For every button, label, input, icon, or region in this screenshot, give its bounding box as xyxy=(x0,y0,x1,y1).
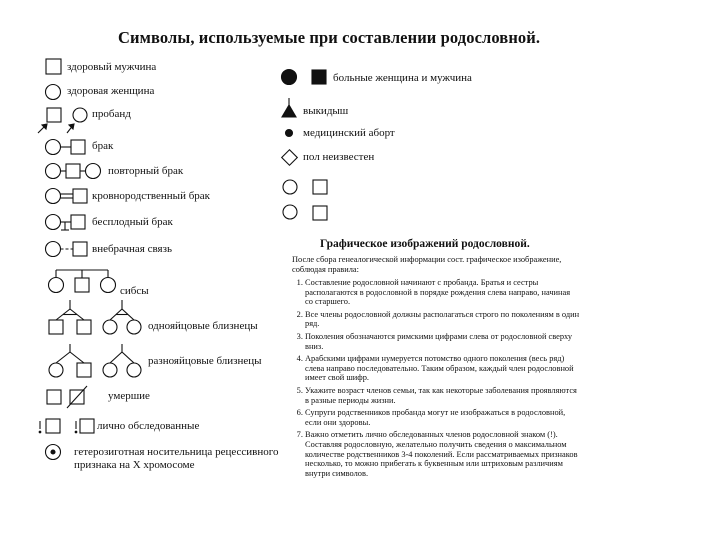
list-item: 1. Составление родословной начинают с пробанда. Братья и сестры располагаются в родословной в порядке рождения слева направо, начиная со старшего. xyxy=(305,278,580,307)
label-repeat-marriage: повторный брак xyxy=(108,165,184,177)
label-sick: больные женщина и мужчина xyxy=(333,72,472,84)
repeat-marriage-icon xyxy=(46,164,101,179)
dizygotic-twins-icon xyxy=(49,344,141,377)
proband-icon xyxy=(38,108,87,133)
list-item: 6. Супруги родственников пробанда могут не изображаться в родословной, если они здоровы. xyxy=(305,408,580,427)
sick-male-icon xyxy=(312,70,326,84)
label-personally-examined: лично обследованные xyxy=(97,420,200,432)
sick-female-icon xyxy=(282,70,297,85)
male-square-icon xyxy=(46,59,61,74)
label-consanguineous-marriage: кровнородственный брак xyxy=(92,190,211,202)
section-title: Графическое изображений родословной. xyxy=(320,238,530,250)
childless-marriage-icon xyxy=(46,215,86,231)
section-intro: После сбора генеалогической информации сост. графическое изображение, соблюдая правила: xyxy=(292,255,562,274)
female-circle-icon xyxy=(283,205,297,219)
list-item: 3. Поколения обозначаются римскими цифрами слева от родословной сверху вниз. xyxy=(305,332,580,351)
label-marriage: брак xyxy=(92,140,114,152)
female-circle-icon xyxy=(283,180,297,194)
list-item: 7. Важно отметить лично обследованных членов родословной знаком (!). Составляя родословную, желательно получить сведения о максимальном количестве родственников 3-4 поколений. Если рассматриваемых признаков несколько, то можно прибегать к буквенным или штриховым различиям внутри символов. xyxy=(305,430,580,478)
deceased-icon xyxy=(47,386,87,408)
label-dizygotic-twins: разнояйцовые близнецы xyxy=(148,355,262,367)
personally-examined-icon xyxy=(39,419,94,433)
label-abortion: медицинский аборт xyxy=(303,127,395,139)
heterozygous-carrier-icon xyxy=(46,445,61,460)
label-heterozygous-carrier: гетерозиготная носительница рецессивного признака на X хромосоме xyxy=(74,446,279,471)
label-deceased: умершие xyxy=(108,390,150,402)
sex-unknown-icon xyxy=(282,150,298,166)
female-circle-icon xyxy=(46,85,61,100)
consanguineous-marriage-icon xyxy=(46,189,88,204)
label-siblings: сибсы xyxy=(120,285,149,297)
abortion-icon xyxy=(286,130,293,137)
label-healthy-female: здоровая женщина xyxy=(67,85,155,97)
label-monozygotic-twins: однояйцовые близнецы xyxy=(148,320,258,332)
label-extramarital: внебрачная связь xyxy=(92,243,172,255)
marriage-icon xyxy=(46,140,86,155)
list-item: 4. Арабскими цифрами нумеруется потомство одного поколения (весь ряд) слева направо последовательно. Таким образом, каждый член родословной имеет свой шифр. xyxy=(305,354,580,383)
label-sex-unknown: пол неизвестен xyxy=(303,151,375,163)
male-square-icon xyxy=(313,180,327,194)
label-proband: пробанд xyxy=(92,108,131,120)
siblings-icon xyxy=(49,270,116,293)
label-childless-marriage: бесплодный брак xyxy=(92,216,173,228)
list-item: 2. Все члены родословной должны располагаться строго по поколениям в один ряд. xyxy=(305,310,580,329)
extramarital-icon xyxy=(46,242,88,257)
monozygotic-twins-icon xyxy=(49,300,141,334)
miscarriage-icon xyxy=(282,98,296,117)
list-item: 5. Укажите возраст членов семьи, так как некоторые заболевания проявляются в разные периоды жизни. xyxy=(305,386,580,405)
label-miscarriage: выкидыш xyxy=(303,105,349,117)
rules-list xyxy=(292,278,580,481)
male-square-icon xyxy=(313,206,327,220)
label-healthy-male: здоровый мужчина xyxy=(67,61,157,73)
page-title: Символы, используемые при составлении родословной. xyxy=(118,28,541,47)
